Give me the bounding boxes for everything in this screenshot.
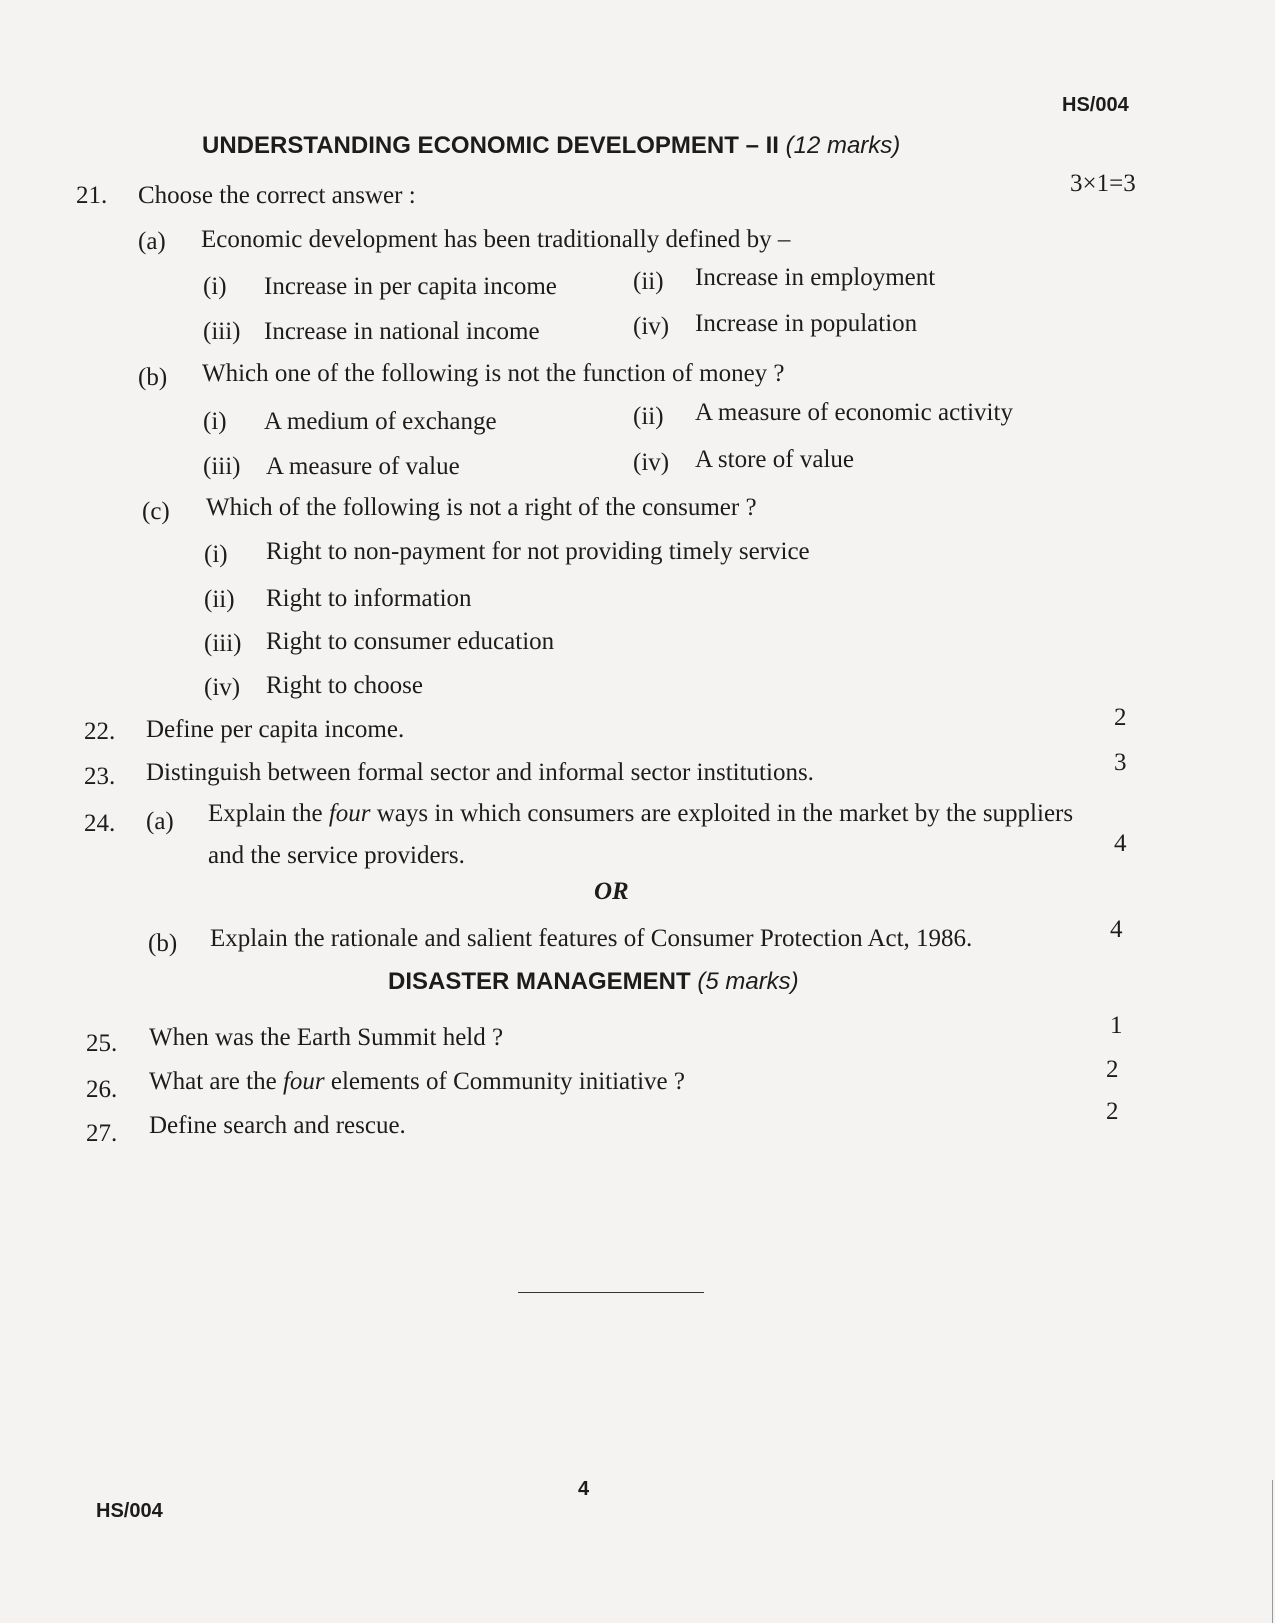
subquestion-text-21a: Economic development has been traditionally defined by – — [201, 226, 791, 253]
question-text-26 — [149, 1068, 685, 1096]
question-number-21: 21. — [76, 182, 108, 209]
subquestion-label-24a: (a) — [146, 808, 174, 835]
question-text-21: Choose the correct answer : — [138, 182, 416, 209]
section-marks: (12 marks) — [785, 132, 901, 159]
section-title-text: DISASTER MANAGEMENT — [388, 968, 691, 995]
subquestion-label-24b: (b) — [148, 930, 178, 957]
header-paper-code: HS/004 — [1062, 94, 1129, 116]
question-marks-24b: 4 — [1110, 916, 1123, 943]
question-text-22: Define per capita income. — [146, 716, 405, 743]
text-part: What are the — [149, 1068, 283, 1095]
end-of-paper-rule — [518, 1292, 704, 1293]
option-num: (iv) — [204, 674, 241, 701]
option-text: A measure of economic activity — [695, 399, 1013, 426]
question-number-24: 24. — [84, 810, 116, 837]
question-marks-24a: 4 — [1114, 830, 1127, 857]
option-num: (i) — [203, 408, 227, 435]
question-marks-22: 2 — [1114, 704, 1127, 731]
section-marks: (5 marks) — [697, 968, 799, 995]
text-part: ways in which consumers are exploited in the market by the suppliers — [370, 800, 1074, 827]
option-num: (iv) — [633, 313, 670, 340]
question-marks-21: 3×1=3 — [1070, 170, 1136, 197]
page-edge-line — [1272, 1480, 1273, 1623]
option-num: (iii) — [204, 630, 242, 657]
question-number-25: 25. — [86, 1030, 118, 1057]
question-text-23: Distinguish between formal sector and informal sector institutions. — [146, 759, 814, 786]
question-number-27: 27. — [86, 1120, 118, 1147]
subquestion-text-24a-line2: and the service providers. — [208, 842, 465, 869]
emphasis-four: four — [282, 1068, 325, 1095]
question-number-26: 26. — [86, 1076, 118, 1103]
subquestion-text-21c: Which of the following is not a right of the consumer ? — [206, 494, 757, 521]
subquestion-text-24b: Explain the rationale and salient features of Consumer Protection Act, 1986. — [210, 925, 973, 952]
question-marks-27: 2 — [1106, 1098, 1119, 1125]
emphasis-four: four — [328, 800, 371, 827]
option-text: Increase in employment — [695, 264, 936, 291]
footer-paper-code: HS/004 — [96, 1500, 163, 1522]
question-marks-25: 1 — [1110, 1012, 1123, 1039]
section-title-disaster-management — [388, 968, 799, 996]
option-num: (i) — [204, 541, 228, 568]
option-num: (iv) — [633, 449, 670, 476]
option-text: A store of value — [695, 446, 854, 473]
section-title-text: UNDERSTANDING ECONOMIC DEVELOPMENT – II — [202, 132, 779, 159]
subquestion-label-21b: (b) — [138, 364, 168, 391]
subquestion-label-21a: (a) — [138, 228, 166, 255]
option-text: A medium of exchange — [264, 408, 497, 435]
question-text-27: Define search and rescue. — [149, 1112, 406, 1139]
section-title-economic-development — [202, 132, 900, 160]
text-part: elements of Community initiative ? — [324, 1068, 685, 1095]
subquestion-text-24a — [208, 800, 1073, 828]
subquestion-text-21b: Which one of the following is not the function of money ? — [202, 360, 785, 387]
option-num: (iii) — [203, 318, 241, 345]
option-text: A measure of value — [266, 453, 460, 480]
option-num: (ii) — [633, 403, 664, 430]
option-text: Increase in population — [695, 310, 918, 337]
option-text: Right to information — [266, 585, 472, 612]
option-text: Right to choose — [266, 672, 423, 699]
or-divider: OR — [594, 878, 629, 905]
question-number-22: 22. — [84, 718, 116, 745]
question-marks-26: 2 — [1106, 1056, 1119, 1083]
option-num: (ii) — [633, 268, 664, 295]
subquestion-label-21c: (c) — [142, 498, 170, 525]
question-number-23: 23. — [84, 763, 116, 790]
option-num: (i) — [203, 273, 227, 300]
page-number: 4 — [578, 1478, 590, 1500]
option-text: Increase in national income — [264, 318, 540, 345]
option-text: Increase in per capita income — [264, 273, 557, 300]
option-num: (ii) — [204, 586, 235, 613]
option-text: Right to non-payment for not providing timely service — [266, 538, 810, 565]
question-text-25: When was the Earth Summit held ? — [149, 1024, 504, 1051]
option-text: Right to consumer education — [266, 628, 555, 655]
text-part: Explain the — [208, 800, 329, 827]
question-marks-23: 3 — [1114, 749, 1127, 776]
option-num: (iii) — [203, 453, 241, 480]
